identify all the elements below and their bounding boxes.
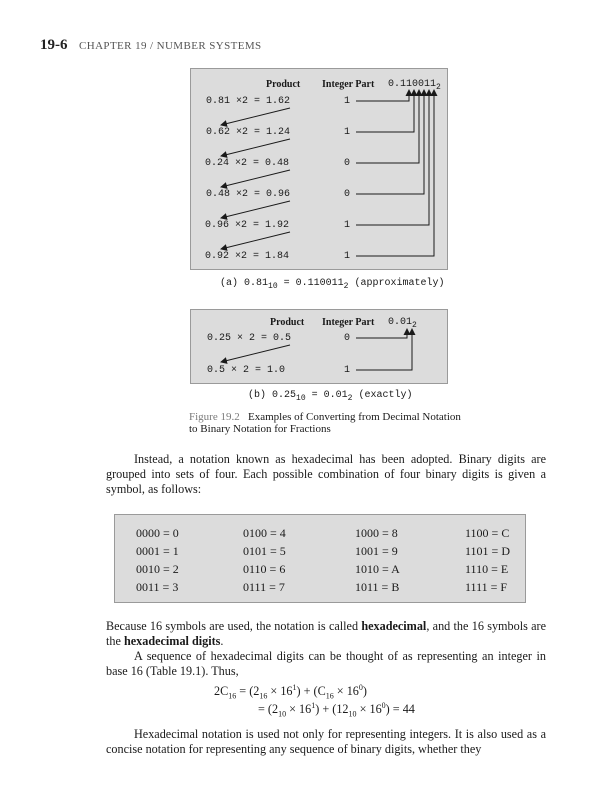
hex-cell: 1100 = C bbox=[465, 526, 510, 540]
figure-a-product-header: Product bbox=[266, 79, 301, 90]
figure-b-row-product: 0.5 × 2 = 1.0 bbox=[207, 365, 286, 376]
term-hexadecimal-digits: hexadecimal digits bbox=[123, 634, 221, 648]
hex-cell: 1110 = E bbox=[465, 562, 509, 576]
figure-a-row-product: 0.81 ×2 = 1.62 bbox=[206, 96, 291, 107]
hex-cell: 0111 = 7 bbox=[243, 580, 285, 594]
figure-a-row-product: 0.92 ×2 = 1.84 bbox=[205, 251, 290, 262]
hex-cell: 1010 = A bbox=[355, 562, 400, 576]
hex-cell: 1011 = B bbox=[355, 580, 400, 594]
bit-connector bbox=[356, 329, 412, 370]
paragraph-hex-usage: Hexadecimal notation is used not only for representing integers. It is also used as a concise notation for representing any sequence of binary digits, whether they bbox=[106, 727, 546, 756]
figure-caption bbox=[189, 411, 469, 435]
figure-b-row-integer: 0 bbox=[344, 333, 351, 344]
figure-b-row-integer: 1 bbox=[344, 365, 351, 376]
hex-cell: 1000 = 8 bbox=[355, 526, 398, 540]
hex-cell: 0001 = 1 bbox=[136, 544, 179, 558]
figure-label: Figure 19.2 bbox=[189, 411, 240, 423]
figure-a-row-integer: 1 bbox=[344, 96, 351, 107]
figure-b-caption: (b) $0.25_{10} = 0.01_2$ (exactly) bbox=[248, 390, 413, 403]
carry-arrow bbox=[221, 345, 290, 362]
hex-cell: 0010 = 2 bbox=[136, 562, 179, 576]
figure-a-row-integer: 0 bbox=[344, 158, 351, 169]
paragraph-hex-definition: Because 16 symbols are used, the notation is called hexadecimal, and the 16 symbols are the hexadecimal digits. bbox=[106, 619, 546, 648]
hex-cell: 1001 = 9 bbox=[355, 544, 398, 558]
figure-b-row-product: 0.25 × 2 = 0.5 bbox=[207, 333, 292, 344]
chapter-title: CHAPTER 19 / NUMBER SYSTEMS bbox=[79, 40, 262, 52]
figure-b-integer-header: Integer Part bbox=[322, 317, 375, 328]
figure-a-row-integer: 1 bbox=[344, 220, 351, 231]
hex-cell: 0110 = 6 bbox=[243, 562, 286, 576]
figure-a-integer-header: Integer Part bbox=[322, 79, 375, 90]
hex-table bbox=[114, 514, 526, 603]
bit-connector bbox=[356, 329, 407, 338]
hex-cell: 1101 = D bbox=[465, 544, 510, 558]
figure-b-product-header: Product bbox=[270, 317, 305, 328]
paragraph-hex-intro: Instead, a notation known as hexadecimal has been adopted. Binary digits are grouped into sets of four. Each possible combination of four binary digits is given a symbol, as follows: bbox=[106, 452, 546, 496]
hex-cell: 0000 = 0 bbox=[136, 526, 179, 540]
figure-a-row-product: 0.96 ×2 = 1.92 bbox=[205, 220, 290, 231]
figure-a-row-integer: 1 bbox=[344, 251, 351, 262]
equation-line-2: = $(2_{10} \times 16^1) + (12_{10} \times 16^0) = 44$ bbox=[258, 700, 415, 719]
hex-cell: 0101 = 5 bbox=[243, 544, 286, 558]
paragraph-base16: A sequence of hexadecimal digits can be thought of as representing an integer in base 16 (Table 19.1). Thus, bbox=[106, 649, 546, 678]
figure-a-row-product: 0.62 ×2 = 1.24 bbox=[206, 127, 291, 138]
page-number: 19-6 bbox=[40, 37, 68, 53]
equation-line-1: $2C_{16} = (2_{16} \times 16^1) + (C_{16} \times 16^0)$ bbox=[214, 682, 367, 701]
figure-a-row-integer: 1 bbox=[344, 127, 351, 138]
figure-b-result: $0.01_2$ bbox=[388, 317, 417, 330]
hex-cell: 1111 = F bbox=[465, 580, 508, 594]
figure-a-result: $0.110011_2$ bbox=[388, 79, 441, 92]
term-hexadecimal: hexadecimal bbox=[361, 619, 427, 633]
figure-a-row-product: 0.48 ×2 = 0.96 bbox=[206, 189, 291, 200]
figure-a-row-product: 0.24 ×2 = 0.48 bbox=[205, 158, 290, 169]
figure-a-row-integer: 0 bbox=[344, 189, 351, 200]
hex-cell: 0100 = 4 bbox=[243, 526, 286, 540]
figure-a-caption: (a) $0.81_{10} = 0.110011_2$ (approximately) bbox=[220, 278, 445, 291]
figure-caption-text: Examples of Converting from Decimal Notation to Binary Notation for Fractions bbox=[189, 411, 461, 435]
hex-cell: 0011 = 3 bbox=[136, 580, 179, 594]
